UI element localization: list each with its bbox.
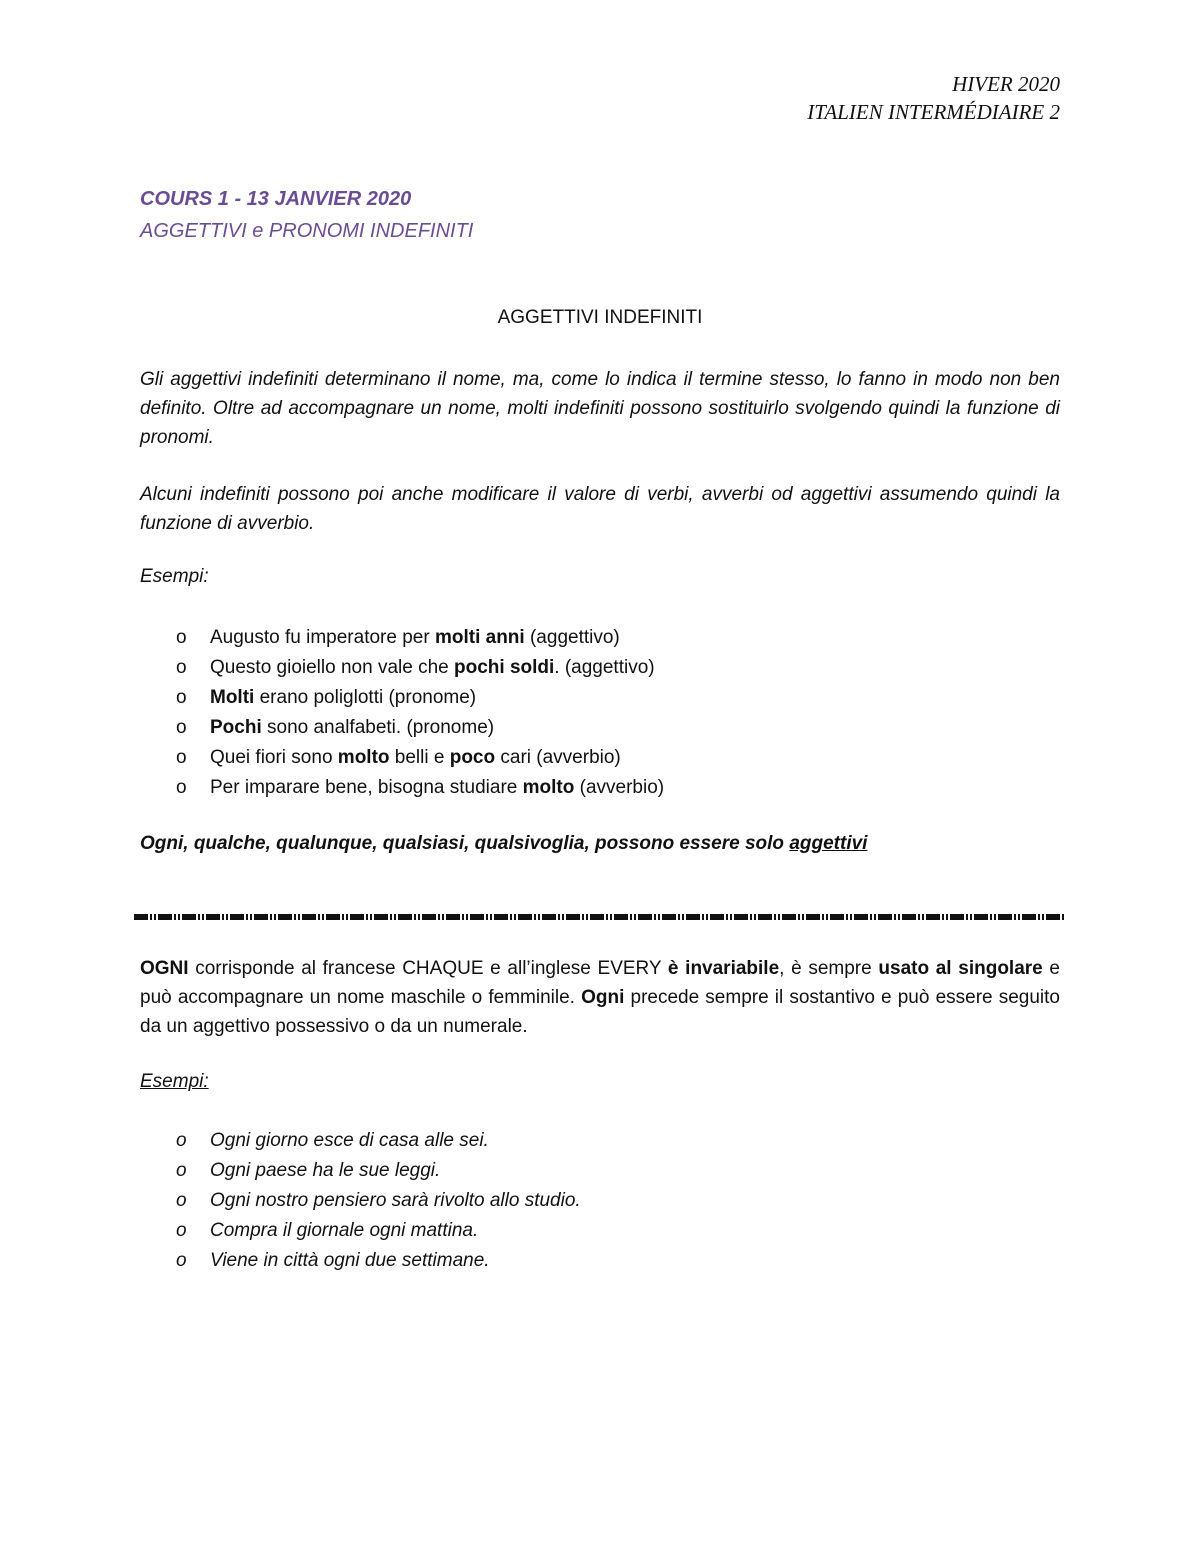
course-title: COURS 1 - 13 JANVIER 2020 — [140, 188, 412, 210]
list-item: o Pochi sono analfabeti. (pronome) — [176, 713, 664, 743]
header-term: HIVER 2020 — [952, 72, 1060, 96]
bullet-icon: o — [176, 1190, 187, 1211]
bullet-icon: o — [176, 717, 187, 738]
examples-label-2: Esempi: — [140, 1071, 209, 1092]
examples-list — [176, 623, 664, 803]
bullet-icon: o — [176, 627, 187, 648]
list-item: o Augusto fu imperatore per molti anni (aggettivo) — [176, 623, 664, 653]
list-item: o Questo gioiello non vale che pochi soldi. (aggettivo) — [176, 653, 664, 683]
list-item: o Molti erano poliglotti (pronome) — [176, 683, 664, 713]
list-item: o Ogni giorno esce di casa alle sei. — [176, 1126, 581, 1156]
bullet-icon: o — [176, 657, 187, 678]
bullet-icon: o — [176, 1130, 187, 1151]
bullet-icon: o — [176, 687, 187, 708]
section-title: AGGETTIVI INDEFINITI — [497, 307, 703, 328]
underlined-term: aggettivi — [789, 833, 868, 854]
list-item: o Ogni paese ha le sue leggi. — [176, 1156, 581, 1186]
examples-label: Esempi: — [140, 566, 209, 587]
course-subtitle: AGGETTIVI e PRONOMI INDEFINITI — [140, 220, 474, 242]
section-divider — [134, 914, 1066, 920]
list-item: o Compra il giornale ogni mattina. — [176, 1216, 581, 1246]
adverb-paragraph: Alcuni indefiniti possono poi anche modificare il valore di verbi, avverbi od aggettivi assumendo quindi la funzione di avverbio. — [140, 484, 1060, 534]
list-item: o Quei fiori sono molto belli e poco cari (avverbio) — [176, 743, 664, 773]
ogni-paragraph: OGNI corrisponde al francese CHAQUE e all’inglese EVERY è invariabile, è sempre usato al singolare e può accompagnare un nome maschile o femminile. Ogni precede sempre il sostantivo e può essere seguito da un aggettivo possessivo o da un numerale. — [140, 958, 1060, 1037]
bullet-icon: o — [176, 1250, 187, 1271]
bullet-icon: o — [176, 1160, 187, 1181]
bullet-icon: o — [176, 777, 187, 798]
adjectives-only-note: Ogni, qualche, qualunque, qualsiasi, qualsivoglia, possono essere solo aggettivi — [140, 833, 868, 854]
list-item: o Ogni nostro pensiero sarà rivolto allo studio. — [176, 1186, 581, 1216]
bullet-icon: o — [176, 747, 187, 768]
list-item: o Viene in città ogni due settimane. — [176, 1246, 581, 1276]
header-course-name: ITALIEN INTERMÉDIAIRE 2 — [807, 100, 1060, 124]
list-item: o Per imparare bene, bisogna studiare molto (avverbio) — [176, 773, 664, 803]
ogni-examples-list — [176, 1126, 581, 1276]
intro-paragraph: Gli aggettivi indefiniti determinano il nome, ma, come lo indica il termine stesso, lo fanno in modo non ben definito. Oltre ad accompagnare un nome, molti indefiniti possono sostituirlo svolgendo quindi la funzione di pronomi. — [140, 369, 1060, 448]
course-heading — [140, 183, 473, 247]
bullet-icon: o — [176, 1220, 187, 1241]
header-block — [807, 70, 1060, 126]
